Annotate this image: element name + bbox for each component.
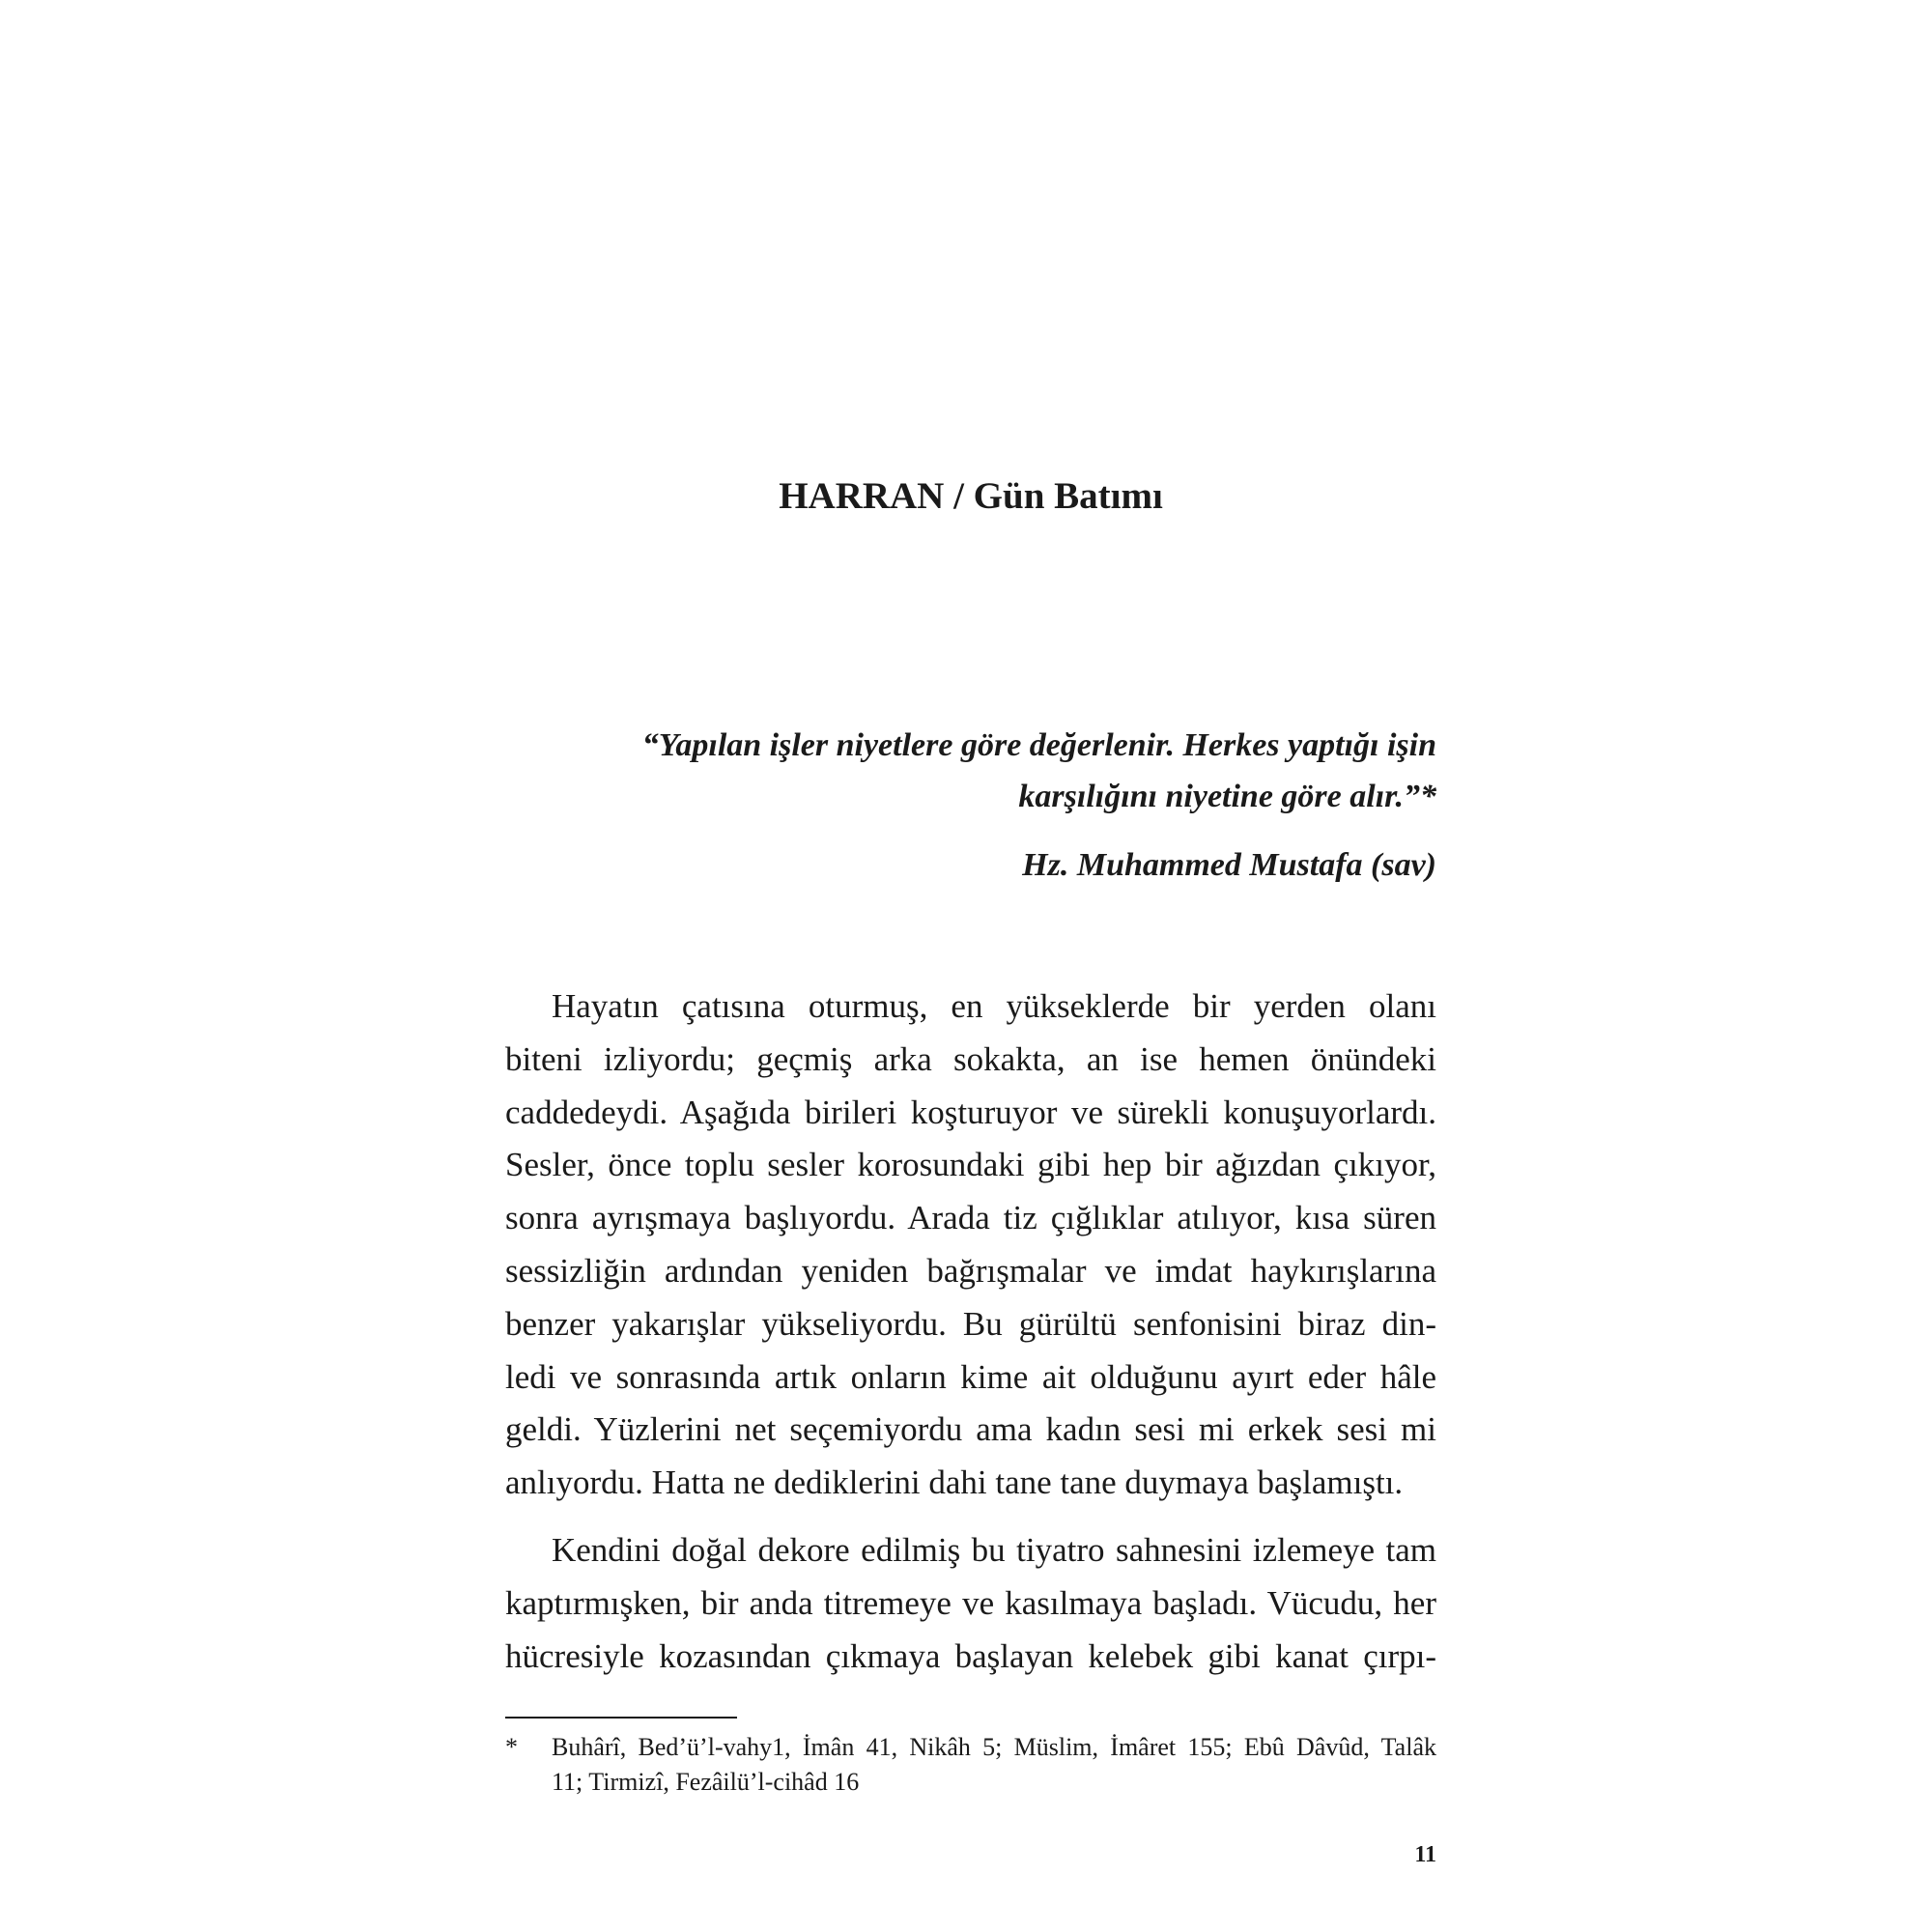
text-line: benzer yakarışlar yükseliyordu. Bu gürültü senfonisini biraz din-: [505, 1304, 1436, 1343]
footnote-line: 11; Tirmizî, Fezâilü’l-cihâd 16: [552, 1768, 860, 1796]
text-line: caddedeydi. Aşağıda birileri koşturuyor ve sürekli konuşuyorlardı.: [505, 1093, 1436, 1131]
text-line: ledi ve sonrasında artık onların kime ait olduğunu ayırt eder hâle: [505, 1357, 1436, 1396]
text-line: kaptırmışken, bir anda titremeye ve kasılmaya başladı. Vücudu, her: [505, 1583, 1436, 1622]
footnote: [505, 1730, 1436, 1800]
text-line: anlıyordu. Hatta ne dediklerini dahi tane tane duymaya başlamıştı.: [505, 1463, 1404, 1502]
body-paragraph: [505, 980, 1436, 1510]
body-text: [505, 980, 1436, 1683]
text-line: Kendini doğal dekore edilmiş bu tiyatro sahnesini izlemeye tam: [552, 1530, 1436, 1569]
text-line: sonra ayrışmaya başlıyordu. Arada tiz çığlıklar atılıyor, kısa süren: [505, 1199, 1436, 1237]
body-paragraph: [505, 1524, 1436, 1683]
text-line: biteni izliyordu; geçmiş arka sokakta, an ise hemen önündeki: [505, 1039, 1436, 1078]
footnote-line: Buhârî, Bed’ü’l-vahy1, İmân 41, Nikâh 5; Müslim, İmâret 155; Ebû Dâvûd, Talâk: [552, 1733, 1436, 1761]
epigraph-quote-line: karşılığını niyetine göre alır.”*: [1018, 779, 1436, 814]
epigraph: [505, 720, 1436, 891]
footnote-text: [552, 1730, 1436, 1800]
text-line: sessizliğin ardından yeniden bağrışmalar ve imdat haykırışlarına: [505, 1251, 1436, 1290]
page-number: 11: [1414, 1842, 1436, 1867]
footnote-divider: [505, 1717, 737, 1719]
epigraph-quote-line: “Yapılan işler niyetlere göre değerlenir. Herkes yaptığı işin: [641, 727, 1436, 763]
footnote-marker: *: [505, 1733, 518, 1761]
text-line: Hayatın çatısına oturmuş, en yükseklerde bir yerden olanı: [552, 987, 1436, 1025]
epigraph-attribution: Hz. Muhammed Mustafa (sav): [1022, 847, 1436, 883]
chapter-title: HARRAN / Gün Batımı: [779, 475, 1163, 517]
text-line: Sesler, önce toplu sesler korosundaki gibi hep bir ağızdan çıkıyor,: [505, 1146, 1436, 1184]
text-line: geldi. Yüzlerini net seçemiyordu ama kadın sesi mi erkek sesi mi: [505, 1410, 1436, 1449]
text-line: hücresiyle kozasından çıkmaya başlayan kelebek gibi kanat çırpı-: [505, 1636, 1436, 1675]
epigraph-quote: [505, 720, 1436, 822]
